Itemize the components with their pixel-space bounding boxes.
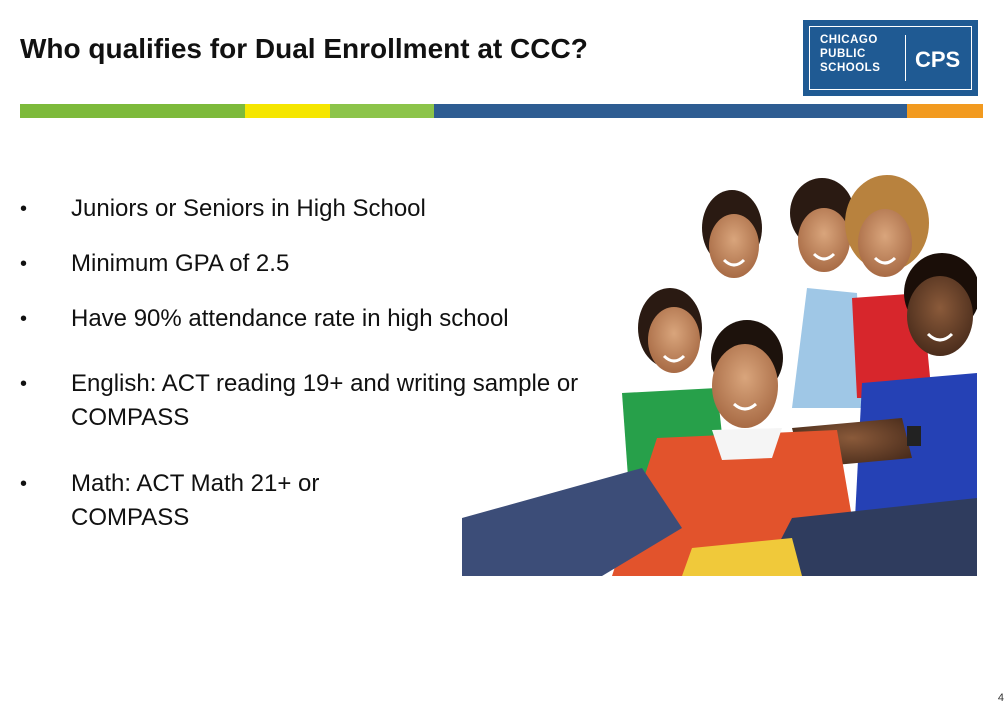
bullet-icon: • xyxy=(20,253,28,275)
stripe-yellow xyxy=(245,104,330,118)
bullet-icon: • xyxy=(20,473,28,495)
logo-frame xyxy=(809,26,972,90)
list-item-text: Juniors or Seniors in High School xyxy=(71,195,426,222)
logo-line-2: PUBLIC xyxy=(820,48,866,60)
bullet-icon: • xyxy=(20,308,28,330)
logo-line-1: CHICAGO xyxy=(820,34,878,46)
logo-divider xyxy=(905,35,906,81)
stripe-green xyxy=(20,104,245,118)
list-item-text: Have 90% attendance rate in high school xyxy=(71,305,509,332)
bullet-icon: • xyxy=(20,373,28,395)
page-title: Who qualifies for Dual Enrollment at CCC? xyxy=(20,33,588,64)
list-item-text: Minimum GPA of 2.5 xyxy=(71,250,290,277)
students-photo xyxy=(462,168,977,576)
list-item-text: English: ACT reading 19+ and writing sample or COMPASS xyxy=(71,370,579,431)
logo-line-3: SCHOOLS xyxy=(820,62,881,74)
list-item-text: Math: ACT Math 21+ or COMPASS xyxy=(71,470,320,531)
cps-logo xyxy=(803,20,978,96)
bullet-icon: • xyxy=(20,198,28,220)
stripe-light-green xyxy=(330,104,434,118)
stripe-orange xyxy=(907,104,983,118)
stripe-blue xyxy=(434,104,907,118)
page-number: 4 xyxy=(997,692,1004,704)
logo-abbreviation: CPS xyxy=(915,47,961,72)
